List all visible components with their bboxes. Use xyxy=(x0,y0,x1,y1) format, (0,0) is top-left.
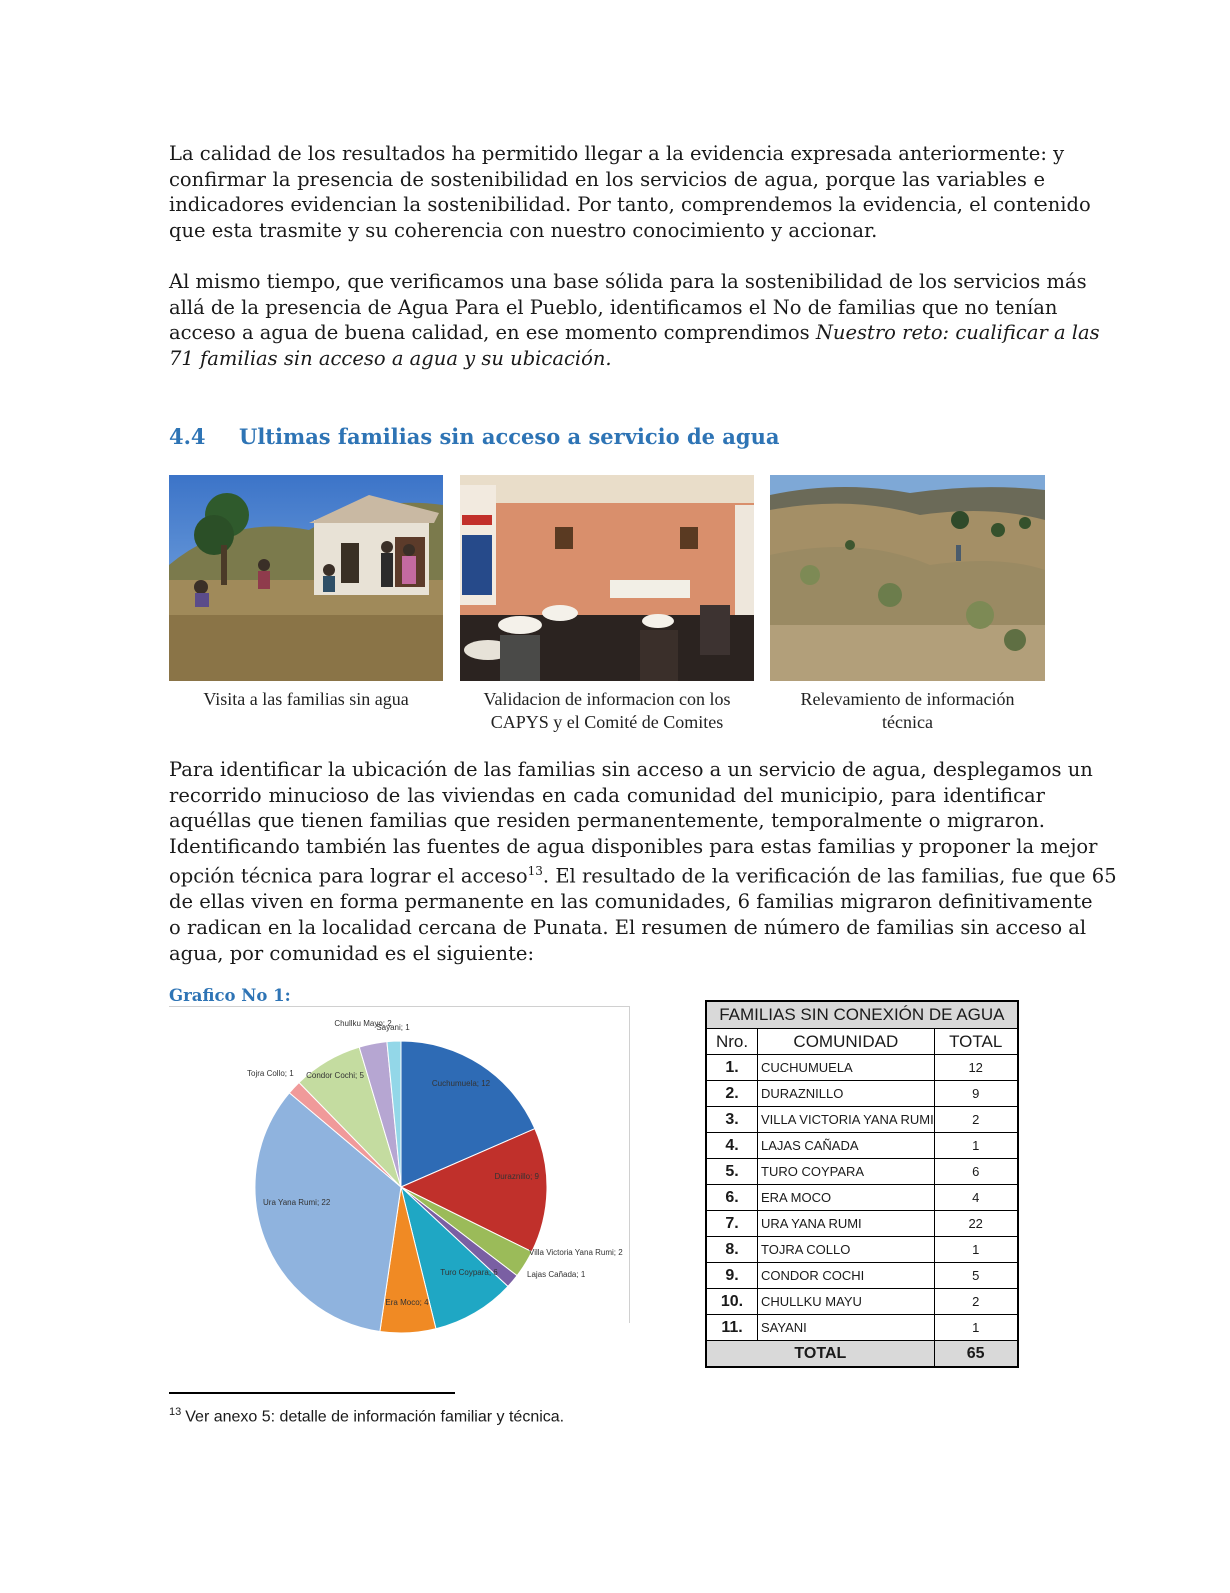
section-number: 4.4 xyxy=(169,424,206,449)
table-row xyxy=(706,1289,1018,1315)
total-value: 65 xyxy=(934,1341,1018,1368)
text-normal: . El resultado de la verificación de las familias, fue que 65 xyxy=(542,864,1117,888)
cell-comunidad: DURAZNILLO xyxy=(758,1081,935,1107)
total-label: TOTAL xyxy=(706,1341,934,1368)
cell-comunidad: CUCHUMUELA xyxy=(758,1055,935,1081)
cell-comunidad: VILLA VICTORIA YANA RUMI xyxy=(758,1107,935,1133)
chart-title: Grafico No 1: xyxy=(169,986,291,1005)
table-row xyxy=(706,1263,1018,1289)
text-line: La calidad de los resultados ha permitido llegar a la evidencia expresada anteriormente: y xyxy=(169,142,1065,165)
text-line xyxy=(169,859,1117,889)
cell-nro: 4. xyxy=(706,1133,758,1159)
text-line: Para identificar la ubicación de las familias sin acceso a un servicio de agua, desplegamos un xyxy=(169,758,1093,781)
text-line: Al mismo tiempo, que verificamos una base sólida para la sostenibilidad de los servicios más xyxy=(169,270,1087,293)
cell-nro: 11. xyxy=(706,1315,758,1341)
text-line: aquéllas que tienen familias que residen permanentemente, temporalmente o migraron. xyxy=(169,809,1045,833)
pie-slice-label: Villa Victoria Yana Rumi; 2 xyxy=(529,1248,623,1257)
caption-line: CAPYS y el Comité de Comites xyxy=(490,712,724,732)
text-line: recorrido minucioso de las viviendas en cada comunidad del municipio, para identificar xyxy=(169,783,1045,807)
cell-nro: 2. xyxy=(706,1081,758,1107)
cell-nro: 9. xyxy=(706,1263,758,1289)
photo-validation-meeting xyxy=(460,475,754,681)
col-header-comunidad: COMUNIDAD xyxy=(758,1029,935,1055)
table-title: FAMILIAS SIN CONEXIÓN DE AGUA xyxy=(706,1001,1018,1029)
text-line: Identificando también las fuentes de agua disponibles para estas familias y proponer la mejor xyxy=(169,834,1098,858)
cell-total: 1 xyxy=(934,1315,1018,1341)
table-row xyxy=(706,1055,1018,1081)
text-line: indicadores evidencian la sostenibilidad. Por tanto, comprendemos la evidencia, el contenido xyxy=(169,193,1091,217)
text-line: agua, por comunidad es el siguiente: xyxy=(169,941,535,965)
paragraph-results-quality xyxy=(169,141,1091,243)
pie-slice-label: Duraznillo; 9 xyxy=(494,1172,539,1181)
cell-nro: 6. xyxy=(706,1185,758,1211)
footnote-text: Ver anexo 5: detalle de información familiar y técnica. xyxy=(185,1408,565,1426)
text-line xyxy=(169,346,1045,372)
paragraph-identification xyxy=(169,757,1117,966)
pie-slice-label: Turo Coypara; 6 xyxy=(440,1268,498,1277)
cell-comunidad: CONDOR COCHI xyxy=(758,1263,935,1289)
caption-line: técnica xyxy=(882,712,933,732)
pie-slice-label: Era Moco; 4 xyxy=(385,1298,429,1307)
pie-slice-label: Cuchumuela; 12 xyxy=(431,1079,491,1088)
pie-slice-label: Tojra Collo; 1 xyxy=(247,1069,294,1078)
text-line: allá de la presencia de Agua Para el Pueblo, identificamos el No de familias que no tenían xyxy=(169,295,1058,319)
footnote-number: 13 xyxy=(169,1406,182,1418)
pie-slice-label: Sayani; 1 xyxy=(376,1023,410,1032)
cell-nro: 5. xyxy=(706,1159,758,1185)
cell-total: 12 xyxy=(934,1055,1018,1081)
cell-total: 6 xyxy=(934,1159,1018,1185)
cell-comunidad: TURO COYPARA xyxy=(758,1159,935,1185)
cell-total: 22 xyxy=(934,1211,1018,1237)
cell-total: 9 xyxy=(934,1081,1018,1107)
caption-line: Validacion de informacion con los xyxy=(483,689,731,709)
text-line: confirmar la presencia de sostenibilidad en los servicios de agua, porque las variables e xyxy=(169,167,1045,191)
text-line: de ellas viven en forma permanente en las comunidades, 6 familias migraron definitivamente xyxy=(169,890,1093,914)
pie-slice-label: Condor Cochi; 5 xyxy=(306,1071,364,1080)
cell-comunidad: LAJAS CAÑADA xyxy=(758,1133,935,1159)
cell-comunidad: ERA MOCO xyxy=(758,1185,935,1211)
table-row xyxy=(706,1237,1018,1263)
cell-total: 2 xyxy=(934,1107,1018,1133)
cell-comunidad: URA YANA RUMI xyxy=(758,1211,935,1237)
text-line: o radican en la localidad cercana de Punata. El resumen de número de familias sin acceso al xyxy=(169,916,1087,940)
col-header-nro: Nro. xyxy=(706,1029,758,1055)
cell-nro: 3. xyxy=(706,1107,758,1133)
footnote-divider xyxy=(169,1392,455,1394)
table-row xyxy=(706,1211,1018,1237)
text-italic: 71 familias sin acceso a agua y su ubicación. xyxy=(169,346,612,370)
col-header-total: TOTAL xyxy=(934,1029,1018,1055)
table-row xyxy=(706,1081,1018,1107)
photo-caption xyxy=(169,688,443,711)
cell-nro: 10. xyxy=(706,1289,758,1315)
photo-caption xyxy=(458,688,756,734)
cell-nro: 7. xyxy=(706,1211,758,1237)
table-total-row xyxy=(706,1341,1018,1368)
pie-chart-svg xyxy=(169,1007,629,1323)
pie-slice-label: Chullku Mayo; 2 xyxy=(334,1019,392,1028)
cell-total: 1 xyxy=(934,1237,1018,1263)
caption-line: Relevamiento de información xyxy=(800,689,1015,709)
text-normal: opción técnica para lograr el acceso xyxy=(169,864,528,888)
cell-nro: 1. xyxy=(706,1055,758,1081)
families-table xyxy=(705,1000,1019,1368)
caption-line: Visita a las familias sin agua xyxy=(203,689,409,709)
cell-total: 2 xyxy=(934,1289,1018,1315)
cell-total: 5 xyxy=(934,1263,1018,1289)
photo-technical-survey xyxy=(770,475,1045,681)
section-title: Ultimas familias sin acceso a servicio de agua xyxy=(239,424,780,449)
footnote xyxy=(169,1406,564,1426)
text-normal: acceso a agua de buena calidad, en ese momento comprendimos xyxy=(169,321,816,345)
text-line xyxy=(169,320,1100,346)
paragraph-sustainability-base xyxy=(169,269,1100,371)
section-heading xyxy=(169,424,779,449)
text-line: que esta trasmite y su coherencia con nuestro conocimiento y accionar. xyxy=(169,218,878,242)
table-row xyxy=(706,1315,1018,1341)
photo-family-visit xyxy=(169,475,443,681)
pie-slice-label: Lajas Cañada; 1 xyxy=(527,1270,586,1279)
cell-comunidad: CHULLKU MAYU xyxy=(758,1289,935,1315)
footnote-ref[interactable]: 13 xyxy=(527,864,543,879)
table-row xyxy=(706,1107,1018,1133)
cell-comunidad: SAYANI xyxy=(758,1315,935,1341)
pie-slice-label: Ura Yana Rumi; 22 xyxy=(263,1198,331,1207)
table-row xyxy=(706,1185,1018,1211)
photo-caption xyxy=(770,688,1045,734)
cell-total: 4 xyxy=(934,1185,1018,1211)
table-row xyxy=(706,1159,1018,1185)
pie-chart xyxy=(169,1006,630,1323)
cell-nro: 8. xyxy=(706,1237,758,1263)
cell-total: 1 xyxy=(934,1133,1018,1159)
text-italic: Nuestro reto: cualificar a las xyxy=(815,321,1100,345)
table-row xyxy=(706,1133,1018,1159)
cell-comunidad: TOJRA COLLO xyxy=(758,1237,935,1263)
